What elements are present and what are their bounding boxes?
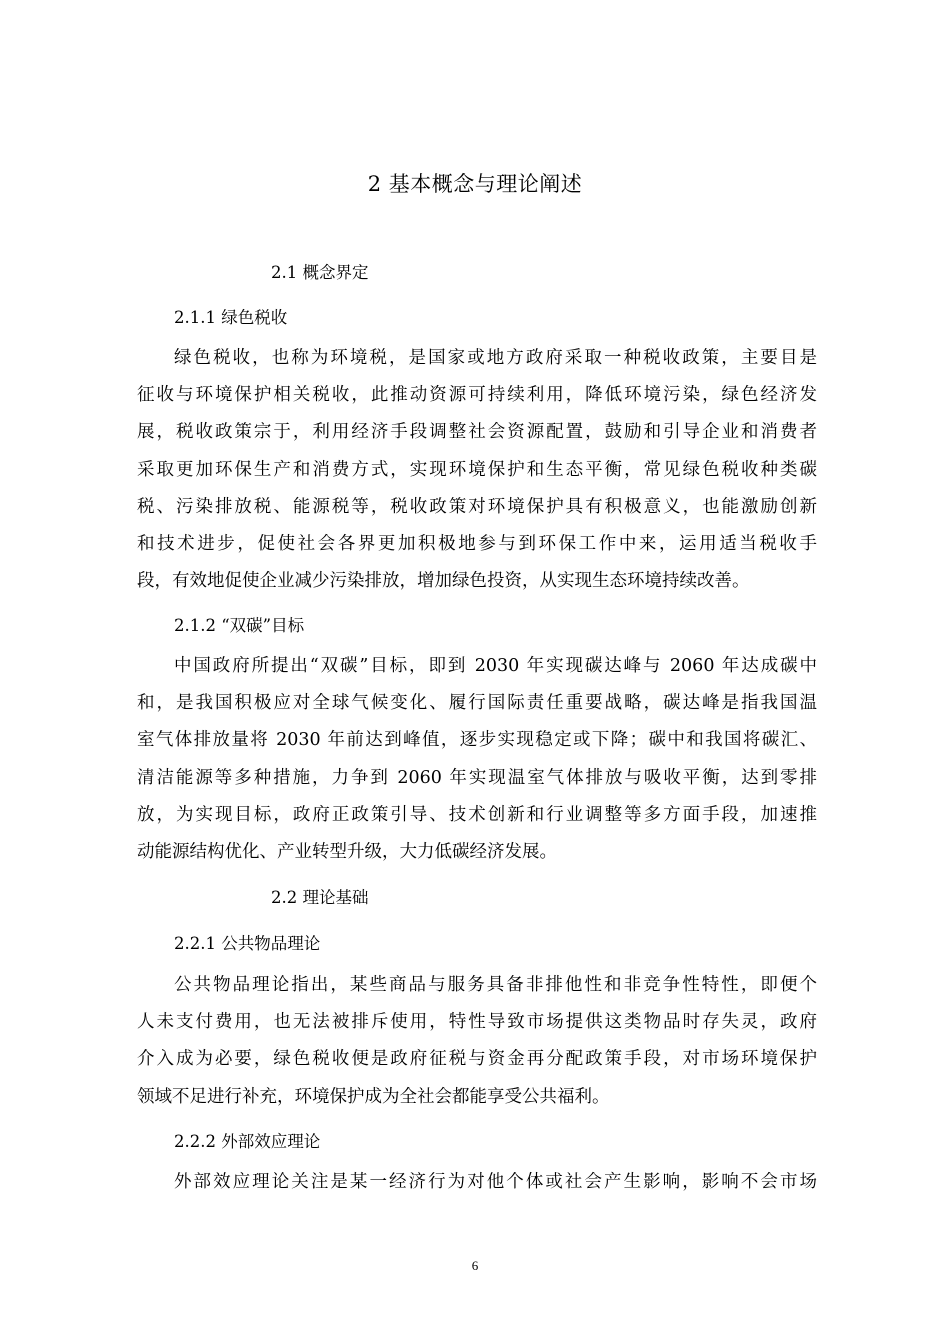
text-line: 人未支付费用，也无法被排斥使用，特性导致市场提供这类物品时存失灵，政府 bbox=[137, 1012, 817, 1033]
subsection-heading-2-2-2: 2.2.2 外部效应理论 bbox=[174, 1132, 321, 1151]
text-line: 征收与环境保护相关税收，此推动资源可持续利用，降低环境污染，绿色经济发 bbox=[137, 385, 817, 406]
text-line: 采取更加环保生产和消费方式，实现环境保护和生态平衡，常见绿色税收种类碳 bbox=[137, 459, 817, 480]
text-line: 领域不足进行补充，环境保护成为全社会都能享受公共福利。 bbox=[137, 1086, 610, 1107]
text-line: 放，为实现目标，政府正政策引导、技术创新和行业调整等多方面手段，加速推 bbox=[137, 804, 817, 825]
section-heading-2-2: 2.2 理论基础 bbox=[271, 888, 369, 907]
text-line: 和，是我国积极应对全球气候变化、履行国际责任重要战略，碳达峰是指我国温 bbox=[137, 693, 817, 714]
text-line: 介入成为必要，绿色税收便是政府征税与资金再分配政策手段，对市场环境保护 bbox=[137, 1049, 817, 1070]
text-line: 外部效应理论关注是某一经济行为对他个体或社会产生影响，影响不会市场 bbox=[174, 1172, 817, 1192]
text-line: 清洁能源等多种措施，力争到 2060 年实现温室气体排放与吸收平衡，达到零排 bbox=[137, 767, 817, 788]
section-heading-2-1: 2.1 概念界定 bbox=[271, 263, 369, 282]
text-line: 动能源结构优化、产业转型升级，大力低碳经济发展。 bbox=[137, 842, 557, 863]
page-number: 6 bbox=[471, 1258, 479, 1273]
text-line: 公共物品理论指出，某些商品与服务具备非排他性和非竞争性特性，即便个 bbox=[174, 975, 817, 995]
subsection-heading-2-1-1: 2.1.1 绿色税收 bbox=[174, 308, 288, 327]
paragraph-dual-carbon bbox=[137, 648, 817, 871]
text-line: 段，有效地促使企业减少污染排放，增加绿色投资，从实现生态环境持续改善。 bbox=[137, 571, 750, 592]
text-line: 和技术进步，促使社会各界更加积极地参与到环保工作中来，运用适当税收手 bbox=[137, 534, 817, 555]
paragraph-public-goods bbox=[137, 967, 817, 1116]
text-line: 中国政府所提出“双碳”目标，即到 2030 年实现碳达峰与 2060 年达成碳中 bbox=[174, 656, 817, 676]
text-line: 室气体排放量将 2030 年前达到峰值，逐步实现稳定或下降；碳中和我国将碳汇、 bbox=[137, 730, 817, 751]
paragraph-externality bbox=[137, 1164, 817, 1201]
text-line: 展，税收政策宗于，利用经济手段调整社会资源配置，鼓励和引导企业和消费者 bbox=[137, 422, 817, 443]
subsection-heading-2-1-2: 2.1.2 “双碳”目标 bbox=[174, 616, 305, 635]
paragraph-green-tax bbox=[137, 340, 817, 600]
text-line: 税、污染排放税、能源税等，税收政策对环境保护具有积极意义，也能激励创新 bbox=[137, 496, 817, 517]
subsection-heading-2-2-1: 2.2.1 公共物品理论 bbox=[174, 934, 321, 953]
chapter-title: 2 基本概念与理论阐述 bbox=[367, 172, 583, 196]
text-line: 绿色税收，也称为环境税，是国家或地方政府采取一种税收政策，主要目是 bbox=[174, 348, 817, 368]
